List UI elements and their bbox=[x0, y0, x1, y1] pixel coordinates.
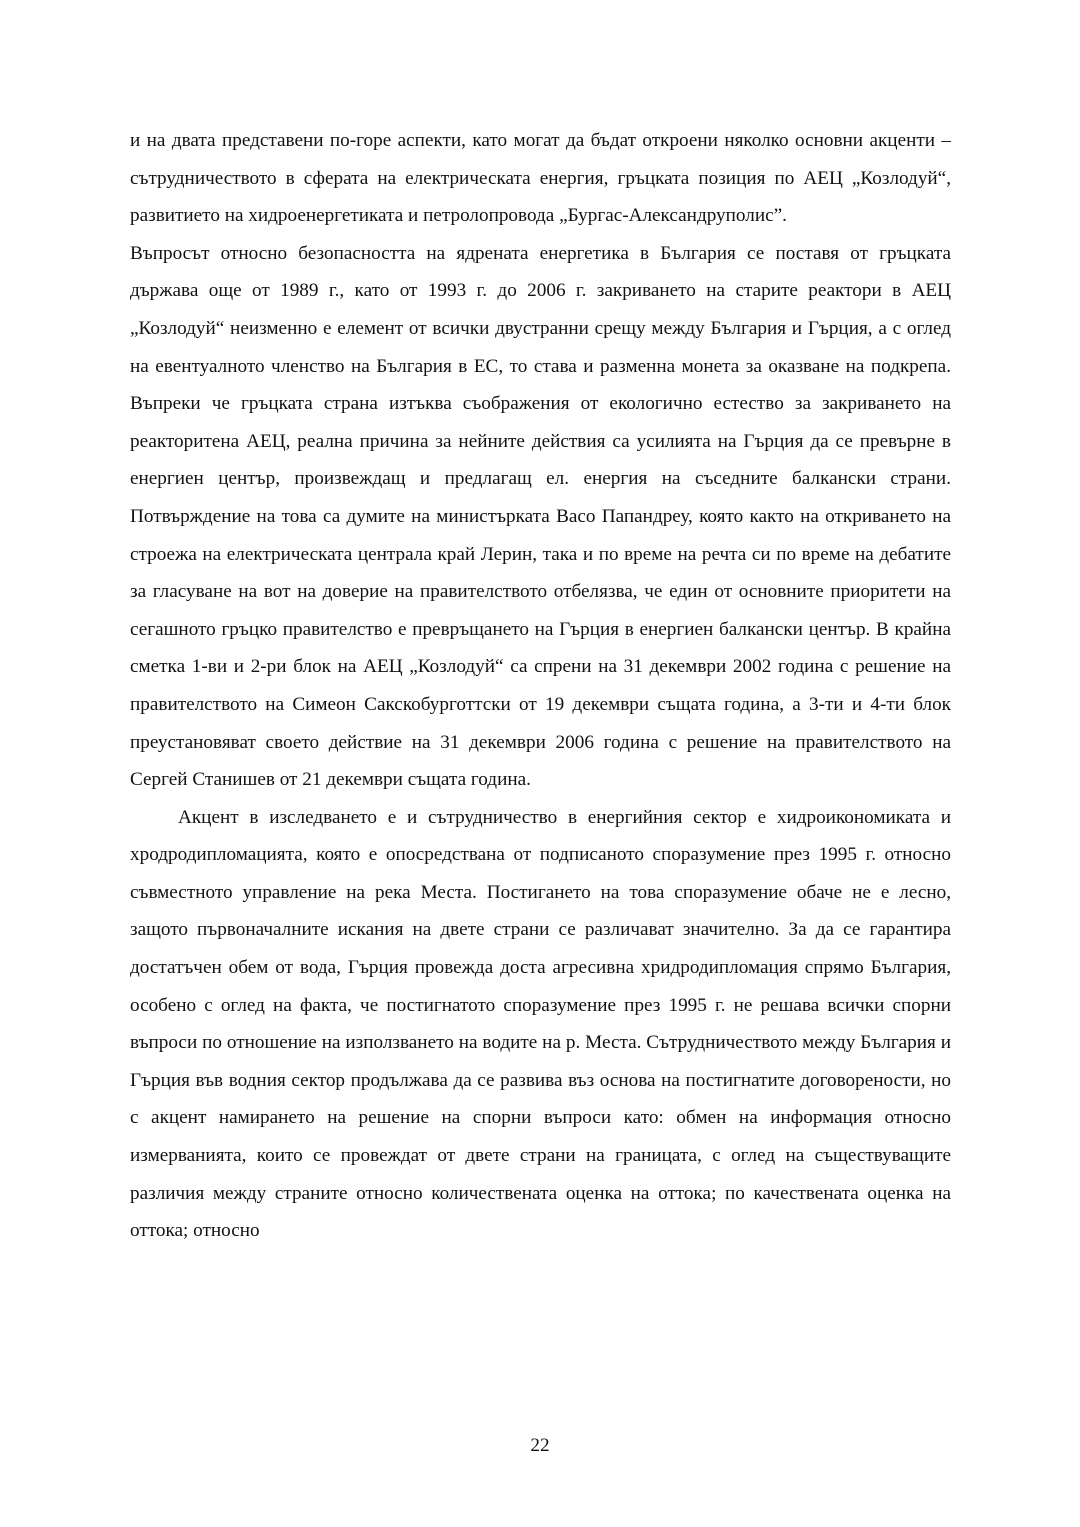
paragraph-3: Акцент в изследването е и сътрудничество в енергийния сектор е хидроикономиката и хродродипломацията, която е опосредствана от подписаното споразумение през 1995 г. относно съвместното управление на река Места. Постигането на това споразумение обаче не е лесно, защото първоначалните искания на двете страни се различават значително. За да се гарантира достатъчен обем от вода, Гърция провежда доста агресивна хридродипломация спрямо България, особено с оглед на факта, че постигнатото споразумение през 1995 г. не решава всички спорни въпроси по отношение на използването на водите на р. Места. Сътрудничеството между България и Гърция във водния сектор продължава да се развива въз основа на постигнатите договорености, но с акцент намирането на решение на спорни въпроси като: обмен на информация относно измерванията, които се провеждат от двете страни на границата, с оглед на съществуващите различия между страните относно количествената оценка на оттока; по качествената оценка на оттока; относно bbox=[130, 806, 951, 1242]
document-body bbox=[130, 122, 951, 1250]
paragraph-2: Въпросът относно безопасността на ядрената енергетика в България се поставя от гръцката държава още от 1989 г., като от 1993 г. до 2006 г. закриването на старите реактори в АЕЦ „Козлодуй“ неизменно е елемент от всички двустранни срещу между България и Гърция, а с оглед на евентуалното членство на България в ЕС, то става и разменна монета за оказване на подкрепа. Въпреки че гръцката страна изтъква съображения от екологично естество за закриването на реакторитена АЕЦ, реална причина за нейните действия са усилията на Гърция да се превърне в енергиен център, произвеждащ и предлагащ ел. енергия на съседните балкански страни. Потвърждение на това са думите на министърката Васо Папандреу, която както на откриването на строежа на електрическата централа край Лерин, така и по време на речта си по време на дебатите за гласуване на вот на доверие на правителството отбелязва, че един от основните приоритети на сегашното гръцко правителство е превръщането на Гърция в енергиен балкански център. В крайна сметка 1-ви и 2-ри блок на АЕЦ „Козлодуй“ са спрени на 31 декември 2002 година с решение на правителството на Симеон Сакскобурготтски от 19 декември същата година, а 3-ти и 4-ти блок преустановяват своето действие на 31 декември 2006 година с решение на правителството на Сергей Станишев от 21 декември същата година. bbox=[130, 242, 951, 791]
page-number: 22 bbox=[530, 1435, 550, 1456]
paragraph-1: и на двата представени по-горе аспекти, като могат да бъдат откроени няколко основни акценти – сътрудничеството в сферата на електрическата енергия, гръцката позиция по АЕЦ „Козлодуй“, развитието на хидроенергетиката и петролопровода „Бургас-Александруполис”. bbox=[130, 130, 951, 227]
